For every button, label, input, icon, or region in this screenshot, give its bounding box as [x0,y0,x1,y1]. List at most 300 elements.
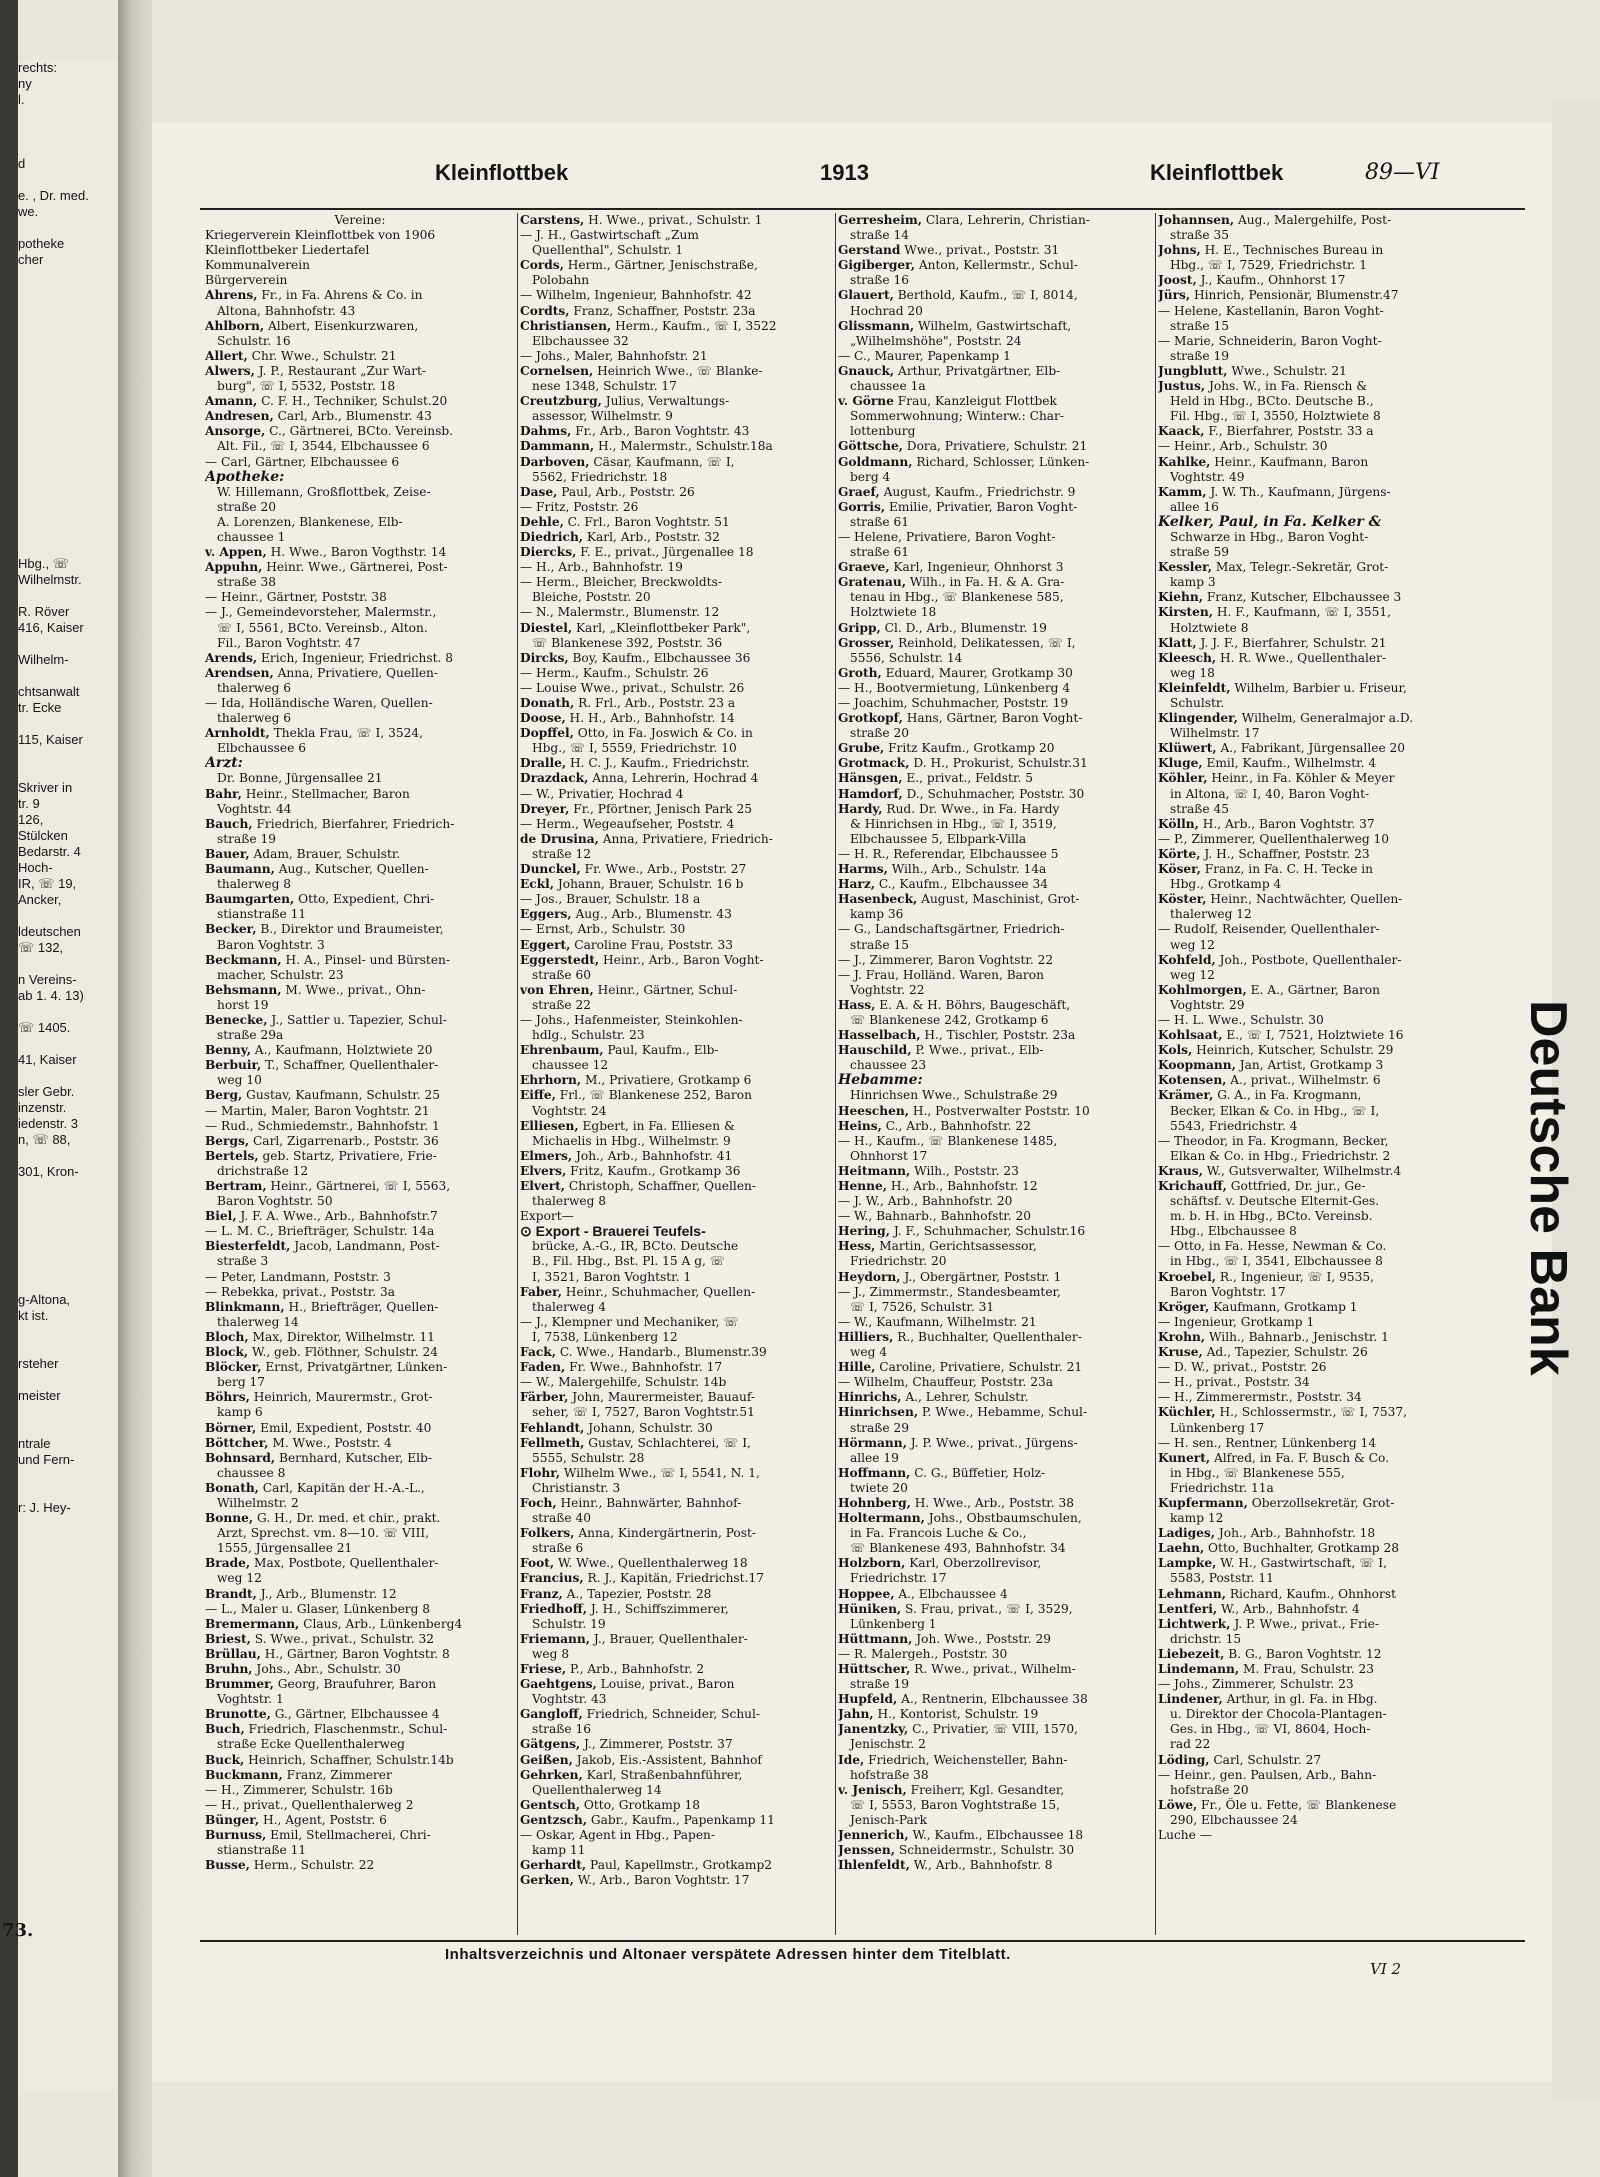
entry-text: Quellenthalerweg 14 [532,1782,662,1797]
entry-name: Block, [205,1345,249,1360]
directory-entry [205,1753,515,1768]
facing-page-line [18,396,118,412]
entry-text: Jacob, Landmann, Post- [290,1239,440,1254]
entry-name: Kruse, [1158,1345,1203,1360]
entry-text: — Heinr., Arb., Schulstr. 30 [1158,439,1328,454]
directory-entry [838,1134,1148,1149]
directory-entry [520,1828,830,1843]
facing-page-line: rechts: [18,60,58,75]
directory-entry [838,1722,1148,1737]
directory-entry [520,1737,830,1752]
entry-text: berg 4 [850,469,891,484]
directory-entry [205,802,515,817]
entry-text: B., Fil. Hbg., Bst. Pl. 15 A g, ☏ [532,1254,725,1269]
entry-text: Lünkenberg 1 [850,1616,937,1631]
entry-text: Hans, Gärtner, Baron Voght- [902,711,1083,726]
entry-text: straße Ecke Quellenthalerweg [217,1737,405,1752]
entry-text: Elbchaussee 32 [532,333,629,348]
directory-entry [520,1013,830,1028]
entry-text: Herm., Gärtner, Jenischstraße, [563,258,758,273]
entry-name: Kupfermann, [1158,1495,1248,1510]
entry-text: — Otto, in Fa. Hesse, Newman & Co. [1158,1239,1387,1254]
entry-text: in Fa. Francois Luche & Co., [850,1526,1027,1541]
directory-entry [1158,1798,1468,1813]
entry-text: John, Maurermeister, Bauauf- [568,1390,756,1405]
footer-page-mark: VI 2 [1370,1960,1402,1978]
directory-entry [520,802,830,817]
entry-text: Egbert, in Fa. Elliesen & [578,1118,735,1133]
directory-entry [838,439,1148,454]
entry-name: Buch, [205,1722,245,1737]
entry-name: Allert, [205,348,248,363]
entry-text: Emil, Kaufm., Wilhelmstr. 4 [1202,756,1377,771]
directory-entry [838,983,1148,998]
directory-entry [520,1858,830,1873]
entry-text: P. Wwe., privat., Elb- [911,1043,1044,1058]
directory-entry [520,1602,830,1617]
directory-entry [1158,273,1468,288]
facing-page-line [18,1036,118,1052]
directory-entry [1158,1617,1468,1632]
entry-text: Max, Telegr.-Sekretär, Grot- [1211,560,1389,575]
entry-name: Ide, [838,1752,865,1767]
entry-text: — H., Zimmerer, Schulstr. 16b [205,1782,393,1797]
entry-text: — W., Bahnarb., Bahnhofstr. 20 [838,1209,1032,1224]
entry-text: Kommunalverein [205,258,310,273]
directory-entry [1158,907,1468,922]
facing-page-line [18,1180,118,1196]
entry-text: weg 4 [850,1345,888,1360]
entry-text: Jenischstr. 2 [850,1737,926,1752]
entry-text: — Rebekka, privat., Poststr. 3a [205,1284,396,1299]
directory-entry [205,575,515,590]
scan-shadow-left [0,0,18,2177]
entry-text: — Wilhelm, Ingenieur, Bahnhofstr. 42 [520,288,752,303]
entry-name: Heydorn, [838,1269,901,1284]
entry-text: Gustav, Kaufmann, Schulstr. 25 [242,1088,440,1103]
entry-name: Kols, [1158,1043,1193,1058]
entry-name: Christiansen, [520,318,612,333]
directory-entry [838,1209,1148,1224]
entry-name: Behsmann, [205,982,282,997]
directory-entry [1158,1088,1468,1103]
entry-name: Ahlborn, [205,318,265,333]
entry-text: Voghtstr. 49 [1170,469,1245,484]
entry-name: Lindemann, [1158,1662,1240,1676]
entry-text: — J. H., Gastwirtschaft „Zum [520,228,699,243]
directory-entry [520,1481,830,1496]
directory-entry [1158,968,1468,983]
entry-name: Hess, [838,1239,876,1254]
directory-entry [838,621,1148,636]
entry-name: Hoffmann, [838,1465,911,1480]
facing-page-line [18,1324,118,1340]
entry-text: Dr. Bonne, Jürgensallee 21 [217,771,383,786]
directory-entry [838,1783,1148,1798]
directory-entry [838,802,1148,817]
entry-name: Andresen, [205,409,274,424]
directory-entry [838,1632,1148,1647]
directory-entry [1158,1345,1468,1360]
entry-name: Gehrken, [520,1767,583,1782]
entry-name: Dehle, [520,514,564,529]
entry-text: — J. W., Arb., Bahnhofstr. 20 [838,1194,1013,1209]
directory-entry [1158,817,1468,832]
directory-entry [1158,439,1468,454]
entry-text: weg 12 [1170,967,1215,982]
entry-text: Reinhold, Delikatessen, ☏ I, [894,635,1076,650]
entry-text: — H., Zimmerermstr., Poststr. 34 [1158,1390,1362,1405]
directory-entry [1158,1541,1468,1556]
facing-page-line [18,524,118,540]
directory-entry [838,1345,1148,1360]
directory-entry [205,1285,515,1300]
directory-entry [838,1451,1148,1466]
entry-text: rad 22 [1170,1737,1211,1752]
directory-entry [1158,711,1468,726]
facing-page-line: tr. 9 [18,796,40,811]
entry-text: Heinrich, Schaffner, Schulstr.14b [244,1752,454,1767]
entry-text: straße 12 [532,846,591,861]
entry-text: — W., Malergehilfe, Schulstr. 14b [520,1375,727,1390]
directory-entry [838,696,1148,711]
entry-name: Kohfeld, [1158,952,1216,967]
directory-entry [1158,1587,1468,1602]
entry-text: Herm., Kaufm., ☏ I, 3522 [611,318,777,333]
directory-entry [838,1526,1148,1541]
directory-entry [838,726,1148,741]
entry-name: Heins, [838,1118,882,1133]
entry-text: E., privat., Feldstr. 5 [902,771,1033,786]
facing-page-line: Wilhelm- [18,652,69,667]
directory-entry [838,968,1148,983]
directory-entry [205,470,515,485]
entry-name: Köhler, [1158,771,1208,786]
directory-entry [1158,213,1468,228]
entry-name: Kotensen, [1158,1073,1227,1088]
directory-entry [1158,1526,1468,1541]
entry-name: Friedhoff, [520,1601,588,1616]
entry-text: H. Wwe., Arb., Poststr. 38 [910,1495,1075,1510]
entry-name: Diedrich, [520,529,584,544]
directory-entry [838,1662,1148,1677]
directory-entry [520,409,830,424]
entry-text: J., Sattler u. Tapezier, Schul- [267,1012,447,1027]
directory-entry [205,1451,515,1466]
entry-text: burg", ☏ I, 5532, Poststr. 18 [217,379,396,394]
entry-text: in Altona, ☏ I, 40, Baron Voght- [1170,786,1370,801]
entry-text: Ges. in Hbg., ☏ VI, 8604, Hoch- [1170,1722,1371,1737]
entry-text: B. G., Baron Voghtstr. 12 [1224,1646,1382,1661]
entry-name: Kohlsaat, [1158,1028,1223,1043]
entry-text: thalerweg 8 [217,877,292,892]
entry-name: Diercks, [520,545,577,560]
entry-text: F. E., privat., Jürgenallee 18 [576,545,754,560]
entry-name: Ahrens, [205,288,258,303]
facing-page-line [18,380,118,396]
entry-text: Friedrichstr. 11a [1170,1480,1274,1495]
entry-text: Aug., Malergehilfe, Post- [1234,213,1392,227]
directory-entry [838,817,1148,832]
entry-text: stianstraße 11 [217,907,307,922]
entry-name: Bertels, [205,1148,259,1163]
facing-page-line [18,1372,118,1388]
directory-entry [838,545,1148,560]
directory-entry [1158,288,1468,303]
entry-name: Ehrhorn, [520,1073,582,1088]
entry-name: Brunotte, [205,1707,271,1722]
entry-name: Johns, [1158,243,1201,258]
entry-name: Bauch, [205,816,253,831]
entry-text: straße 22 [532,997,591,1012]
footer-note: Inhaltsverzeichnis und Altonaer verspätete Adressen hinter dem Titelblatt. [445,1946,1011,1963]
entry-text: kamp 3 [1170,575,1216,590]
entry-text: Kelker, Paul, in Fa. Kelker & [1158,514,1382,530]
directory-entry [205,1587,515,1602]
directory-entry [205,1828,515,1843]
directory-entry [520,1073,830,1088]
entry-name: Baumann, [205,862,275,877]
directory-entry [205,1843,515,1858]
entry-text: Luche — [1158,1828,1212,1843]
directory-entry [1158,1224,1468,1239]
entry-name: Gerresheim, [838,213,923,227]
directory-column-1 [205,213,515,1935]
directory-entry [1158,1662,1468,1677]
entry-name: Gnauck, [838,363,895,378]
entry-text: Johs. W., in Fa. Riensch & [1205,379,1368,394]
entry-text: Friedrichstr. 17 [850,1571,947,1586]
directory-entry [838,1058,1148,1073]
directory-entry [1158,1602,1468,1617]
entry-text: — Joachim, Schuhmacher, Poststr. 19 [838,696,1069,710]
directory-entry [838,1556,1148,1571]
entry-text: Fil., Baron Voghtstr. 47 [217,635,361,650]
directory-entry [1158,802,1468,817]
entry-text: chaussee 23 [850,1058,927,1073]
directory-entry [838,1843,1148,1858]
facing-page-line: l. [18,92,25,107]
entry-text: J. J. F., Bierfahrer, Schulstr. 21 [1196,635,1387,650]
directory-entry [1158,892,1468,907]
directory-entry [520,1209,830,1224]
entry-text: H., Arb., Bahnhofstr. 12 [887,1179,1038,1193]
directory-entry [205,1224,515,1239]
entry-name: Kleinfeldt, [1158,680,1231,695]
entry-text: Fritz, Kaufm., Grotkamp 36 [566,1163,741,1178]
directory-entry [205,1315,515,1330]
entry-name: Creutzburg, [520,394,602,409]
directory-entry [205,590,515,605]
directory-entry [1158,1481,1468,1496]
entry-name: Brandt, [205,1586,257,1601]
directory-entry [520,1043,830,1058]
entry-name: Arends, [205,650,258,665]
directory-entry [520,455,830,470]
entry-text: H. H., Arb., Bahnhofstr. 14 [565,711,735,726]
directory-entry [205,349,515,364]
directory-entry [520,756,830,771]
directory-entry [205,847,515,862]
entry-text: Johann, Brauer, Schulstr. 16 b [554,877,744,892]
column-divider [517,213,518,1935]
entry-name: Dammann, [520,439,595,454]
entry-text: — Jos., Brauer, Schulstr. 18 a [520,892,701,907]
directory-entry [1158,455,1468,470]
directory-entry [1158,787,1468,802]
entry-name: Kiehn, [1158,590,1203,605]
facing-page-line: 115, Kaiser [18,732,83,747]
directory-entry [520,1692,830,1707]
entry-text: H., Postverwalter Poststr. 10 [909,1103,1090,1118]
directory-entry [205,364,515,379]
directory-entry [205,1239,515,1254]
entry-text: thalerweg 6 [217,711,292,726]
facing-page-line [18,332,118,348]
entry-name: Grube, [838,741,885,756]
book-gutter [118,0,152,2177]
directory-entry [1158,1421,1468,1436]
entry-text: — H., privat., Poststr. 34 [1158,1375,1310,1390]
header-page-number: 89—VI [1365,160,1440,185]
entry-text: Heinr., Kaufmann, Baron [1210,454,1369,469]
entry-text: M. Frau, Schulstr. 23 [1239,1662,1375,1676]
entry-text: lottenburg [850,424,916,439]
facing-page-line: ldeutschen [18,924,81,939]
entry-text: E. A. & H. Böhrs, Baugeschäft, [875,997,1071,1012]
directory-entry [1158,621,1468,636]
entry-text: W., Arb., Bahnhofstr. 4 [1217,1601,1360,1616]
entry-name: Dreyer, [520,801,570,816]
entry-text: straße 15 [850,937,909,952]
entry-text: Schulstr. 19 [532,1616,606,1631]
entry-text: Kriegerverein Kleinflottbek von 1906 [205,228,436,243]
directory-entry [1158,636,1468,651]
directory-entry [1158,922,1468,937]
directory-entry [205,1134,515,1149]
entry-text: Michaelis in Hbg., Wilhelmstr. 9 [532,1133,731,1148]
facing-page-line: Ancker, [18,892,62,907]
entry-text: ☏ I, 7526, Schulstr. 31 [850,1299,995,1314]
entry-text: Fritz Kaufm., Grotkamp 20 [884,741,1055,756]
entry-name: Krohn, [1158,1329,1206,1344]
entry-text: Otto, Grotkamp 18 [580,1797,700,1812]
directory-entry [838,1043,1148,1058]
entry-name: Beckmann, [205,952,282,967]
entry-text: H. A., Pinsel- und Bürsten- [281,952,451,967]
directory-entry [520,1647,830,1662]
directory-entry [205,1768,515,1783]
facing-page-line: we. [18,204,39,219]
entry-name: Foot, [520,1556,555,1571]
entry-text: I, 7538, Lünkenberg 12 [532,1329,678,1344]
entry-name: Kleesch, [1158,650,1217,665]
directory-entry [520,485,830,500]
entry-name: Bergs, [205,1133,250,1148]
facing-page-line [18,428,118,444]
entry-name: Löding, [1158,1752,1210,1767]
directory-entry [838,1647,1148,1662]
entry-name: Biesterfeldt, [205,1239,291,1254]
directory-entry [205,1481,515,1496]
entry-text: I, 3521, Baron Voghtstr. 1 [532,1269,692,1284]
entry-text: T., Schaffner, Quellenthaler- [261,1058,439,1073]
entry-name: Drazdack, [520,771,589,786]
directory-entry [838,1587,1148,1602]
directory-entry [205,1104,515,1119]
directory-entry [838,998,1148,1013]
directory-entry [1158,756,1468,771]
directory-entry [838,1073,1148,1088]
directory-entry [205,1149,515,1164]
entry-text: berg 17 [217,1375,266,1390]
entry-text: C., Arb., Bahnhofstr. 22 [881,1118,1031,1133]
entry-text: Friedrich, Weichensteller, Bahn- [864,1752,1068,1767]
directory-entry [838,273,1148,288]
entry-name: Löwe, [1158,1797,1198,1812]
entry-text: ☏ Blankenese 392, Poststr. 36 [532,635,723,650]
entry-name: Böhrs, [205,1390,250,1405]
directory-entry [1158,1768,1468,1783]
directory-entry [520,364,830,379]
entry-text: Franz, Zimmerer [282,1767,392,1782]
entry-text: weg 18 [1170,665,1215,680]
directory-entry [1158,590,1468,605]
entry-name: Gerstand [838,243,901,258]
directory-entry [205,1813,515,1828]
directory-entry [1158,515,1468,530]
directory-entry [520,847,830,862]
entry-name: Cornelsen, [520,363,594,378]
entry-name: Küchler, [1158,1405,1216,1420]
entry-text: A., Fabrikant, Jürgensallee 20 [1216,741,1406,756]
entry-name: Kamm, [1158,484,1207,499]
entry-name: Dopffel, [520,726,574,741]
directory-entry [1158,696,1468,711]
directory-entry [838,424,1148,439]
entry-text: H. F., Kaufmann, ☏ I, 3551, [1213,605,1391,620]
entry-text: stianstraße 11 [217,1843,307,1858]
directory-entry [1158,998,1468,1013]
facing-page-line: 126, [18,812,44,827]
directory-entry [1158,1647,1468,1662]
directory-entry [520,1813,830,1828]
entry-text: J. H., Schiffszimmerer, [587,1601,729,1616]
directory-entry [520,304,830,319]
directory-entry [838,681,1148,696]
directory-entry [520,666,830,681]
directory-entry [520,258,830,273]
facing-page-line [18,588,118,604]
directory-entry [1158,1692,1468,1707]
entry-text: Friedrich, Schneider, Schul- [582,1707,761,1722]
entry-text: E., ☏ I, 7521, Holztwiete 16 [1222,1028,1404,1043]
directory-entry [1158,1209,1468,1224]
entry-text: — H., Bootvermietung, Lünkenberg 4 [838,680,1071,695]
entry-text: Quellenthal", Schulstr. 1 [532,243,684,258]
directory-entry [838,1330,1148,1345]
entry-text: A. Lorenzen, Blankenese, Elb- [217,514,403,529]
entry-text: Baron Voghtstr. 17 [1170,1284,1286,1299]
directory-entry [520,892,830,907]
entry-name: Kröger, [1158,1299,1210,1314]
entry-name: Jürs, [1158,288,1191,303]
entry-text: — Martin, Maler, Baron Voghtstr. 21 [205,1103,430,1118]
entry-name: Hüttmann, [838,1631,913,1646]
entry-text: E. A., Gärtner, Baron [1246,982,1380,997]
entry-text: Friedrichstr. 20 [850,1254,947,1269]
facing-page-line [18,1340,118,1356]
